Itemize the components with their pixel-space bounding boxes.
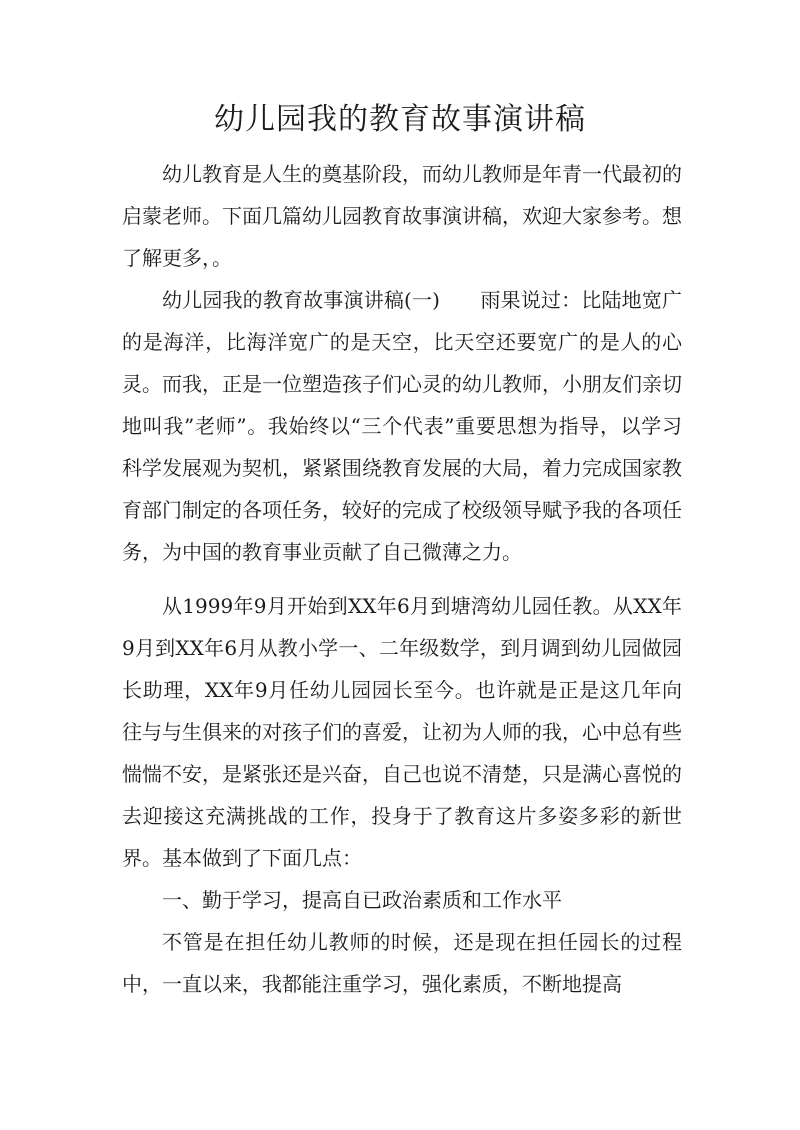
paragraph-career: 从1999年9月开始到XX年6月到塘湾幼儿园任教。从XX年9月到XX年6月从教小学一、二年级数学，到月调到幼儿园做园长助理，XX年9月任幼儿园园长至今。也许就是正是这几年向往与与生俱来的对孩子们的喜爱，让初为人师的我，心中总有些惴惴不安，是紧张还是兴奋，自己也说不清楚，只是满心喜悦的去迎接这充满挑战的工作，投身于了教育这片多姿多彩的新世界。基本做到了下面几点： (122, 594, 682, 870)
paragraph-intro: 幼儿教育是人生的奠基阶段，而幼儿教师是年青一代最初的启蒙老师。下面几篇幼儿园教育故事演讲稿，欢迎大家参考。想了解更多，。 (122, 162, 682, 270)
paragraph-study: 不管是在担任幼儿教师的时候，还是现在担任园长的过程中，一直以来，我都能注重学习，强化素质，不断地提高 (122, 930, 682, 996)
section-heading-study: 一、勤于学习，提高自已政治素质和工作水平 (162, 888, 562, 912)
paragraph-spacer (122, 573, 682, 585)
paragraph-speech-one: 幼儿园我的教育故事演讲稿(一) 雨果说过：比陆地宽广的是海洋，比海洋宽广的是天空，比天空还要宽广的是人的心灵。而我，正是一位塑造孩子们心灵的幼儿教师，小朋友们亲切地叫我”老师”。我始终以“三个代表”重要思想为指导，以学习科学发展观为契机，紧紧围绕教育发展的大局，着力完成国家教育部门制定的各项任务，较好的完成了校级领导赋予我的各项任务，为中国的教育事业贡献了自己微薄之力。 (122, 288, 682, 564)
document-title: 幼儿园我的教育故事演讲稿 (214, 102, 586, 137)
document-body (122, 153, 682, 1005)
